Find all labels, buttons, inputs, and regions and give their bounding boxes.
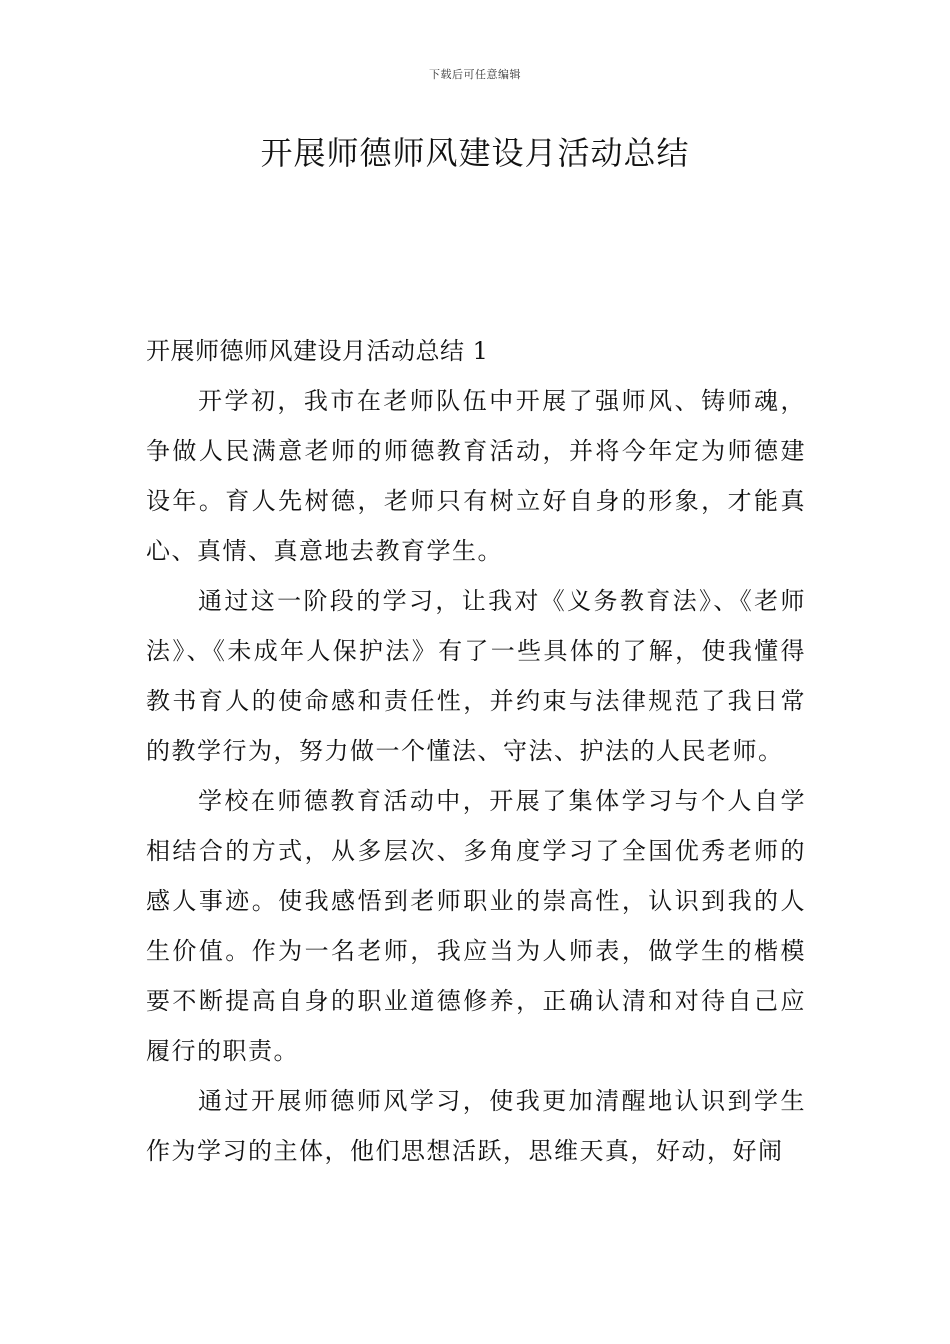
section-heading: 开展师德师风建设月活动总结 1 xyxy=(146,337,489,365)
document-body xyxy=(146,326,806,1176)
document-title: 开展师德师风建设月活动总结 xyxy=(260,134,690,172)
paragraph-3: 学校在师德教育活动中，开展了集体学习与个人自学相结合的方式，从多层次、多角度学习了全国优秀老师的感人事迹。使我感悟到老师职业的崇高性，认识到我的人生价值。作为一名老师，我应当为人师表，做学生的楷模要不断提高自身的职业道德修养，正确认清和对待自己应履行的职责。 xyxy=(146,787,806,1065)
paragraph-2: 通过这一阶段的学习，让我对《义务教育法》、《老师法》、《未成年人保护法》有了一些具体的了解，使我懂得教书育人的使命感和责任性，并约束与法律规范了我日常的教学行为，努力做一个懂法、守法、护法的人民老师。 xyxy=(146,587,806,765)
page-header-note: 下载后可任意编辑 xyxy=(429,68,521,81)
paragraph-1: 开学初，我市在老师队伍中开展了强师风、铸师魂，争做人民满意老师的师德教育活动，并将今年定为师德建设年。育人先树德，老师只有树立好自身的形象，才能真心、真情、真意地去教育学生。 xyxy=(146,387,806,565)
paragraph-4: 通过开展师德师风学习，使我更加清醒地认识到学生作为学习的主体，他们思想活跃，思维天真，好动，好闹 xyxy=(146,1087,806,1165)
